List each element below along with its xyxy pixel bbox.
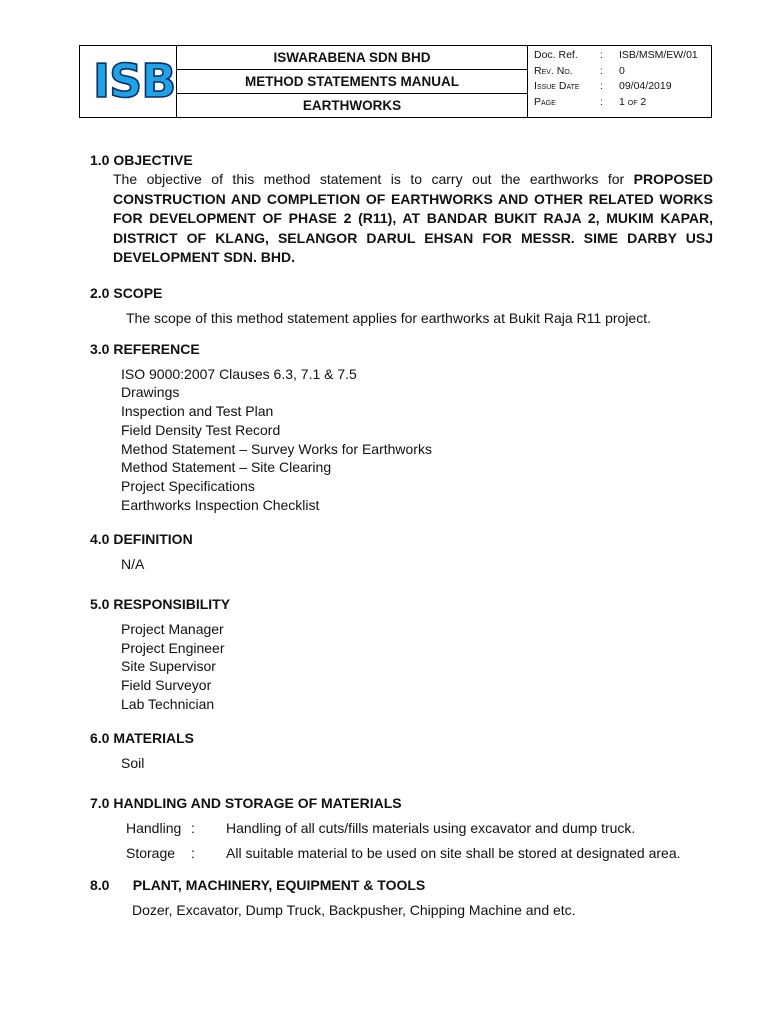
meta-sep: : — [600, 49, 603, 61]
meta-page — [534, 95, 709, 111]
scope-text: The scope of this method statement applies for earthworks at Bukit Raja R11 project. — [126, 310, 651, 326]
materials-heading: 6.0 MATERIALS — [90, 730, 194, 746]
meta-label: Rev. No. — [534, 64, 573, 77]
reference-item: Inspection and Test Plan — [121, 403, 274, 419]
scope-heading: 2.0 SCOPE — [90, 285, 163, 301]
storage-label: Storage — [126, 845, 176, 861]
reference-item: ISO 9000:2007 Clauses 6.3, 7.1 & 7.5 — [121, 366, 357, 382]
meta-sep: : — [600, 80, 603, 92]
manual-title: METHOD STATEMENTS MANUAL — [177, 70, 527, 94]
definition-heading: 4.0 DEFINITION — [90, 531, 193, 547]
objective-heading: 1.0 OBJECTIVE — [90, 152, 193, 168]
isb-logo: ISB — [93, 54, 176, 108]
objective-project-title: PROPOSED CONSTRUCTION AND COMPLETION OF EARTHWORKS AND OTHER RELATED WORKS FOR DEVELOPMENT OF PHASE 2 (R11), AT BANDAR BUKIT RAJA 2, MUKIM KAPAR, DISTRICT OF KLANG, SELANGOR DARUL EHSAN FOR MESSR. SIME DARBY USJ DEVELOPMENT SDN. BHD. — [113, 171, 713, 265]
reference-item: Method Statement – Site Clearing — [121, 459, 332, 475]
storage-sep: : — [191, 845, 195, 861]
company-name: ISWARABENA SDN BHD — [177, 46, 527, 70]
meta-label: Doc. Ref. — [534, 49, 578, 61]
handling-label: Handling — [126, 820, 182, 836]
meta-value: 1 of 2 — [619, 95, 647, 108]
meta-value: 09/04/2019 — [619, 80, 672, 92]
objective-paragraph — [113, 170, 713, 268]
meta-sep: : — [600, 95, 603, 108]
reference-item: Field Density Test Record — [121, 422, 281, 438]
meta-label: Page — [534, 95, 556, 108]
reference-item: Method Statement – Survey Works for Earthworks — [121, 441, 432, 457]
responsibility-item: Field Surveyor — [121, 677, 212, 693]
meta-issue-date — [534, 79, 709, 95]
definition-item: N/A — [121, 556, 145, 572]
storage-text: All suitable material to be used on site shall be stored at designated area. — [226, 845, 681, 861]
reference-item: Drawings — [121, 384, 180, 400]
responsibility-item: Project Manager — [121, 621, 224, 637]
subject-title: EARTHWORKS — [302, 98, 402, 113]
handling-sep: : — [191, 820, 195, 836]
meta-doc-ref — [534, 48, 709, 64]
logo-cell — [80, 46, 177, 117]
meta-sep: : — [600, 64, 603, 77]
plant-text: Dozer, Excavator, Dump Truck, Backpusher, Chipping Machine and etc. — [132, 902, 576, 918]
document-header — [79, 45, 712, 118]
objective-intro: The objective of this method statement is to carry out the earthworks for — [113, 171, 634, 187]
handling-heading: 7.0 HANDLING AND STORAGE OF MATERIALS — [90, 795, 402, 811]
responsibility-item: Site Supervisor — [121, 658, 216, 674]
responsibility-item: Lab Technician — [121, 696, 215, 712]
meta-label: Issue Date — [534, 80, 580, 92]
handling-text: Handling of all cuts/fills materials using excavator and dump truck. — [226, 820, 636, 836]
reference-heading: 3.0 REFERENCE — [90, 341, 200, 357]
reference-item: Project Specifications — [121, 478, 255, 494]
materials-item: Soil — [121, 755, 145, 771]
reference-item: Earthworks Inspection Checklist — [121, 497, 320, 513]
responsibility-heading: 5.0 RESPONSIBILITY — [90, 596, 231, 612]
doc-meta — [534, 48, 709, 110]
plant-heading: 8.0 PLANT, MACHINERY, EQUIPMENT & TOOLS — [90, 877, 426, 893]
responsibility-item: Project Engineer — [121, 640, 225, 656]
meta-value: 0 — [619, 64, 625, 77]
meta-rev-no — [534, 64, 709, 80]
meta-value: ISB/MSM/EW/01 — [619, 49, 698, 61]
title-block — [177, 46, 528, 117]
